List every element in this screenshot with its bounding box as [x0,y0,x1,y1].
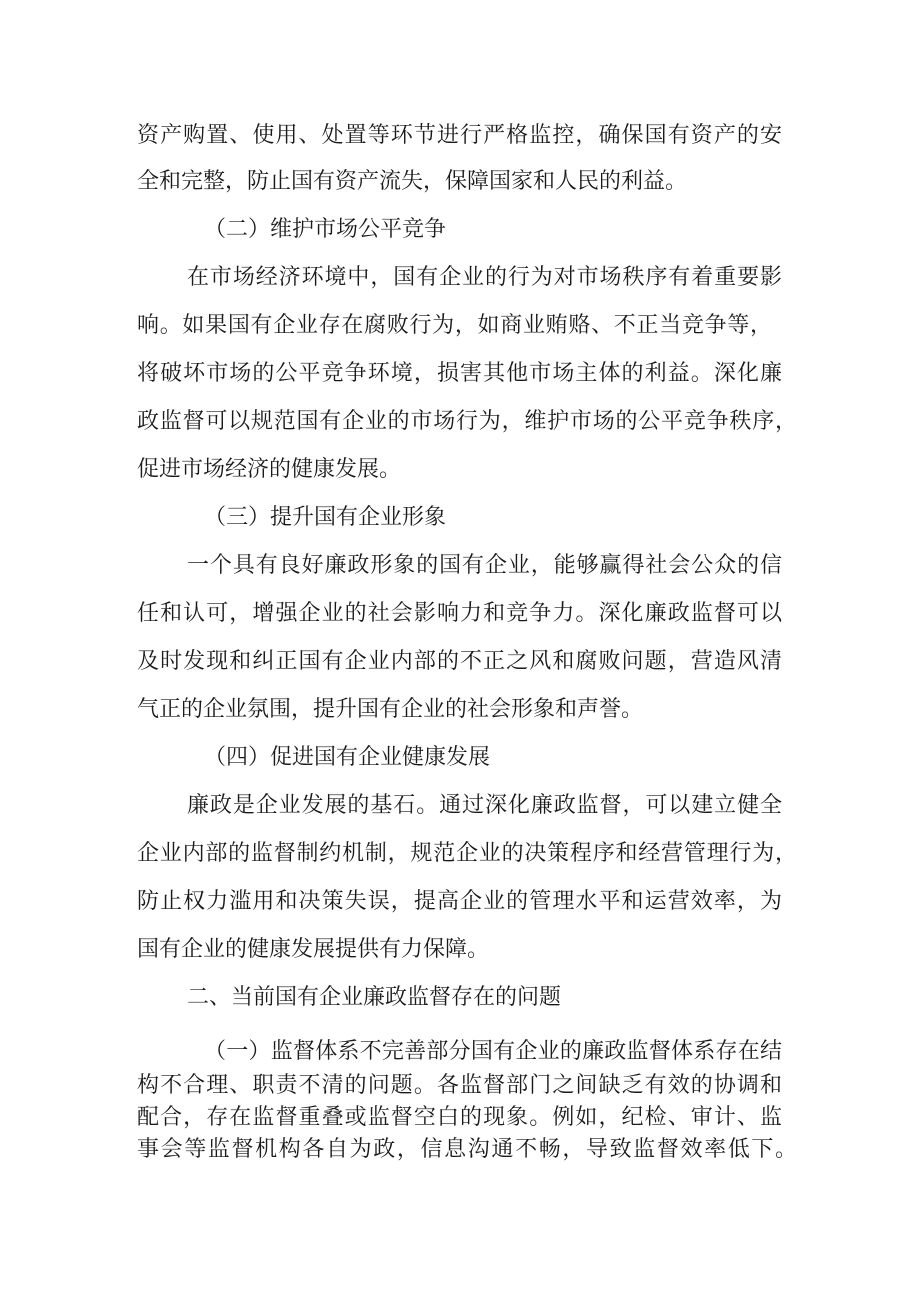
para-4-line-1: 廉政是企业发展的基石。通过深化廉政监督，可以建立健全 [187,793,782,818]
para-2-line-3: 将破坏市场的公平竞争环境，损害其他市场主体的利益。深化廉 [137,361,782,386]
para-2-line-4: 政监督可以规范国有企业的市场行为，维护市场的公平竞争秩序， [137,409,797,434]
para-3-line-1: 一个具有良好廉政形象的国有企业，能够赢得社会公众的信 [187,553,782,578]
para-1-line-1: 资产购置、使用、处置等环节进行严格监控，确保国有资产的安 [137,123,782,148]
para-4-line-3: 防止权力滥用和决策失误，提高企业的管理水平和运营效率，为 [137,889,782,914]
para-3-line-2: 任和认可，增强企业的社会影响力和竞争力。深化廉政监督可以 [137,601,782,626]
para-3-line-4: 气正的企业氛围，提升国有企业的社会形象和声誉。 [137,697,644,722]
para-3-line-3: 及时发现和纠正国有企业内部的不正之风和腐败问题，营造风清 [137,649,782,674]
para-2-line-1: 在市场经济环境中，国有企业的行为对市场秩序有着重要影 [187,265,782,290]
para-1-line-2: 全和完整，防止国有资产流失，保障国家和人民的利益。 [137,169,688,194]
para-4-line-4: 国有企业的健康发展提供有力保障。 [137,937,490,962]
para-2-line-5: 促进市场经济的健康发展。 [137,457,402,482]
heading-3: （三）提升国有企业形象 [204,505,447,530]
para-5-line-2: 构不合理、职责不清的问题。各监督部门之间缺乏有效的协调和 [137,1073,782,1098]
heading-2: （二）维护市场公平竞争 [204,217,447,242]
para-5-line-4: 事会等监督机构各自为政，信息沟通不畅，导致监督效率低下。 [137,1137,797,1162]
section-title: 二、当前国有企业廉政监督存在的问题 [187,985,562,1010]
para-2-line-2: 响。如果国有企业存在腐败行为，如商业贿赂、不正当竞争等， [137,313,772,338]
para-5-line-3: 配合，存在监督重叠或监督空白的现象。例如，纪检、审计、监 [137,1105,782,1130]
heading-4: （四）促进国有企业健康发展 [204,745,491,770]
para-5-line-1: （一）监督体系不完善部分国有企业的廉政监督体系存在结 [204,1039,782,1064]
para-4-line-2: 企业内部的监督制约机制，规范企业的决策程序和经营管理行为， [137,841,797,866]
